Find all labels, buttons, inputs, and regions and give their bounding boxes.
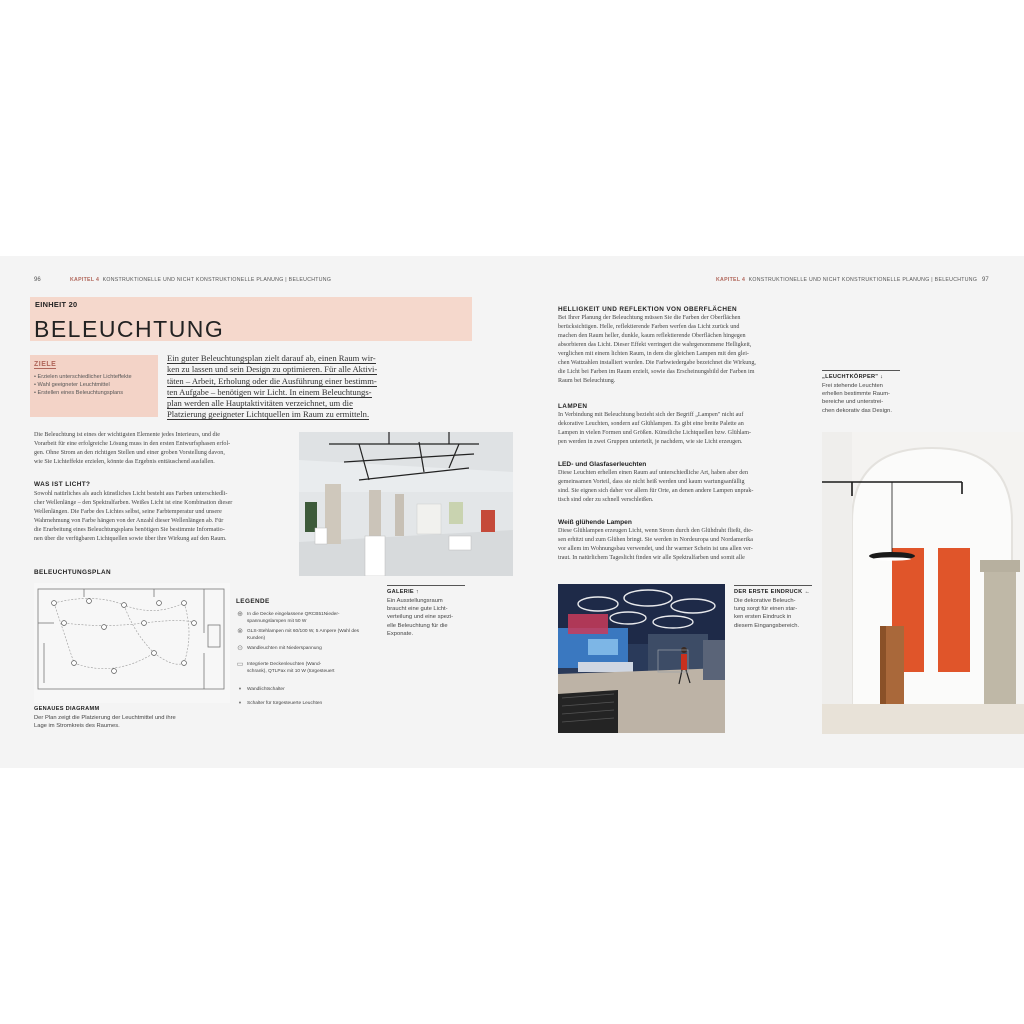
lede-line: Platzierung geeigneter Lichtquellen im Raum zu ermitteln. <box>167 409 370 420</box>
body-line: machen den Raum heller, dunkle, kaum reflektierende Oberflächen hingegen <box>558 333 746 339</box>
body-line: nen über die verfügbaren Lichtquellen sowie über ihre Wirkung auf den Raum. <box>34 536 227 542</box>
gallery-caption-rule <box>387 585 465 586</box>
lede-line: ken zu lassen und sein Design zu optimieren. Für alle Aktivi- <box>167 364 378 375</box>
caption-line: ken ersten Eindruck in <box>734 614 792 621</box>
fixture-caption-text <box>822 382 912 415</box>
door-switch-icon: • <box>238 700 242 707</box>
page-number-right: 97 <box>982 277 989 283</box>
body-line: Lampen in vielen Formen und Größen. Künstliche Lichtquellen bzw. Glühlam- <box>558 430 752 436</box>
integrated-light-icon: ▭ <box>236 661 244 668</box>
legend-text: Wandleuchten mit Niederspannung <box>247 646 322 651</box>
gallery-caption-text <box>387 597 467 638</box>
page-title: BELEUCHTUNG <box>34 316 225 342</box>
wall-lamp-icon: ⊙ <box>237 645 243 652</box>
body-line: Bei Ihrer Planung der Beleuchtung müssen Sie die Farben der Oberflächen <box>558 315 741 321</box>
section-heading: HELLIGKEIT UND REFLEKTION VON OBERFLÄCHEN <box>558 306 738 313</box>
intro-line: gen. Ohne Strom an den richtigen Stellen und einer groben Vorstellung davon, <box>34 450 225 456</box>
caption-line: Die dekorative Beleuch- <box>734 598 796 604</box>
gallery-caption-title: GALERIE ↑ <box>387 589 419 595</box>
goals-item: • Wahl geeigneter Leuchtmittel <box>34 382 110 388</box>
body-line: dekorative Leuchten, sondern auf Glühlampen. Es gibt eine breite Palette an <box>558 421 744 427</box>
running-head-title: KONSTRUKTIONELLE UND NICHT KONSTRUKTIONELLE PLANUNG | BELEUCHTUNG <box>748 277 978 283</box>
body-line: absorbieren das Licht. Dieser Effekt verringert die wahrgenommene Helligkeit, <box>558 342 752 348</box>
recessed-lamp-icon: ⊕ <box>237 611 243 618</box>
gallery-photo <box>299 432 513 576</box>
caption-line: diesem Eingangsbereich. <box>734 622 800 629</box>
impression-caption-title: DER ERSTE EINDRUCK ← <box>734 589 811 595</box>
running-head-chapter: KAPITEL 4 <box>70 277 100 283</box>
body-line: vor allem im Wohnungsbau verwendet, und ihr warmer Schein ist uns allen ver- <box>558 546 753 552</box>
lobby-photo <box>558 584 725 733</box>
section-paragraph <box>558 411 818 447</box>
body-line: die Licht bei Farben im Raum erzielt, sowie das Erscheinungsbild der Farben im <box>558 369 755 375</box>
body-line: die Erarbeitung eines Beleuchtungsplans benötigen Sie bestimmte Informatio- <box>34 527 225 533</box>
legend-item <box>236 646 381 654</box>
caption-line: elle Beleuchtung für die <box>387 622 448 629</box>
fixture-caption-rule <box>822 370 900 371</box>
gallery-photo-illustration <box>299 432 513 576</box>
intro-paragraph <box>34 431 296 467</box>
body-line: verglichen mit einem lichten Raum, in dem die gleichen Lampen mit den glei- <box>558 351 749 357</box>
legend-item <box>236 662 381 675</box>
body-line: Sowohl natürliches als auch künstliches Licht besteht aus Farben unterschiedli- <box>34 491 228 497</box>
body-line: chen Wattzahlen installiert wurden. Die Farbwiedergabe bezeichnet die Wirkung, <box>558 360 756 366</box>
unit-label: EINHEIT 20 <box>35 300 78 309</box>
body-line: Wellenlängen. Die Farbe des Lichtes selbst, seine Farbtemperatur und unsere <box>34 509 222 515</box>
diagram-caption-text <box>34 714 234 730</box>
section-paragraph <box>558 314 818 386</box>
legend-item <box>236 687 381 695</box>
fixture-caption-title: „LEUCHTKÖRPER" ↓ <box>822 374 884 380</box>
caption-line: tung sorgt für einen star- <box>734 606 798 613</box>
caption-line: Lage im Stromkreis des Raumes. <box>34 723 120 730</box>
legend-text: Kunden) <box>247 635 266 641</box>
entrance-arch-photo <box>822 432 1024 734</box>
body-line: In Verbindung mit Beleuchtung bezieht sich der Begriff „Lampen" nicht auf <box>558 412 744 418</box>
caption-line: verteilung und eine spezi- <box>387 614 454 621</box>
lighting-plan-diagram <box>34 583 230 703</box>
legend-heading: LEGENDE <box>236 598 270 605</box>
section-paragraph <box>558 469 818 505</box>
legend-text: spannungslampen mit 50 W <box>247 618 307 624</box>
body-line: tisch sind oder zu schnell verschleißen. <box>558 497 654 503</box>
goals-heading: ZIELE <box>34 361 57 368</box>
page-number-left: 96 <box>34 277 41 283</box>
body-line: gemeinsamen Vorteil, dass sie nicht heiß werden und kaum wartungsanfällig <box>558 479 745 485</box>
caption-line: Der Plan zeigt die Platzierung der Leuchtmittel und ihre <box>34 715 176 721</box>
legend-text: In die Decke eingelassene QRCB51Nieder- <box>247 612 340 617</box>
legend-text: Wandlichtschalter <box>247 687 285 692</box>
section-heading: LAMPEN <box>558 403 588 410</box>
section-paragraph <box>558 527 818 563</box>
running-head-title: KONSTRUKTIONELLE UND NICHT KONSTRUKTIONELLE PLANUNG | BELEUCHTUNG <box>102 277 332 283</box>
body-line: Diese Leuchten erhellen einen Raum auf unterschiedliche Art, haben aber den <box>558 470 749 476</box>
running-head-left <box>70 277 331 283</box>
ceiling-lamp-icon: ⊗ <box>237 628 243 635</box>
intro-line: Die Beleuchtung ist eines der wichtigsten Elemente jedes Interieurs, und die <box>34 432 220 438</box>
body-line: Diese Glühlampen erzeugen Licht, wenn Strom durch den Glühdraht fließt, die- <box>558 528 753 534</box>
caption-line: Frei stehende Leuchten <box>822 383 883 389</box>
legend-list <box>236 612 381 709</box>
goals-list <box>34 373 132 397</box>
caption-line: erhellen bestimmte Raum- <box>822 391 890 398</box>
lede-line: Ein guter Beleuchtungsplan zielt darauf ab, einen Raum wir- <box>167 353 376 363</box>
body-line: sen erhitzt und zum Glühen bringt. Sie werden in Nordeuropa und Nordamerika <box>558 537 753 543</box>
lede-paragraph <box>167 353 442 421</box>
lobby-photo-illustration <box>558 584 725 733</box>
legend-text: Schalter für türgesteuerte Leuchten <box>247 701 323 706</box>
goals-item: • Erzielen unterschiedlicher Lichteffekte <box>34 374 132 380</box>
goals-box <box>30 355 158 417</box>
legend-item <box>236 701 381 709</box>
running-head-chapter: KAPITEL 4 <box>716 277 746 283</box>
arch-photo-illustration <box>822 432 1024 734</box>
section-heading: Weiß glühende Lampen <box>558 519 632 526</box>
legend-text: Integrierte Deckenleuchten (Wand- <box>247 662 322 667</box>
goals-item: • Erstellen eines Beleuchtungsplans <box>34 390 124 396</box>
section-heading: LED- und Glasfaserleuchten <box>558 461 647 468</box>
legend-text: GLS-Stehlampen mit 60/100 W, 5 Ampere (Wahl des <box>247 629 360 634</box>
caption-line: Ein Ausstellungsraum <box>387 598 443 604</box>
body-line: traut. In natürlichem Tageslicht finden wir alle Spektralfarben und somit alle <box>558 555 745 561</box>
what-is-light-paragraph <box>34 490 296 544</box>
book-spread <box>0 256 1024 768</box>
intro-line: Vorarbeit für eine erfolgreiche Lösung muss in den ersten Entwurfsphasen erfol- <box>34 441 231 447</box>
body-line: sind. Sie eignen sich daher vor allem für Orte, an denen andere Lampen unprak- <box>558 488 754 494</box>
body-line: Wahrnehmung von Farbe hängen von der Anzahl dieser Wellenlängen ab. Für <box>34 518 224 524</box>
impression-caption-text <box>734 597 814 630</box>
intro-line: wie Sie Lichteffekte erzielen, könnte das Ergebnis enttäuschend ausfallen. <box>34 459 215 465</box>
caption-line: Exponate. <box>387 630 414 637</box>
caption-line: braucht eine gute Licht- <box>387 606 448 613</box>
impression-caption-rule <box>734 585 812 586</box>
running-head-right <box>716 277 977 283</box>
legend-text: schrank), QTLPax mit 10 W (türgesteuert <box>247 668 335 674</box>
body-line: berücksichtigen. Helle, reflektierende Farben werfen das Licht zurück und <box>558 324 740 330</box>
body-line: Raum bei Beleuchtung. <box>558 378 616 384</box>
what-is-light-heading: WAS IST LICHT? <box>34 481 91 488</box>
caption-line: bereiche und unterstrei- <box>822 399 884 406</box>
diagram-caption-title: GENAUES DIAGRAMM <box>34 706 100 712</box>
legend-item <box>236 629 381 642</box>
lede-line: ten Aufgabe – benötigen wir Licht. In einem Beleuchtungs- <box>167 386 372 397</box>
floor-plan-drawing <box>34 583 230 703</box>
lede-line: täten – Arbeit, Erholung oder die Ausführung einer bestimm- <box>167 375 377 386</box>
lede-line: plan werden alle Hauptaktivitäten verzeichnet, um die <box>167 398 353 409</box>
legend-item <box>236 612 381 625</box>
body-line: cher Wellenlänge – den Spektralfarben. Weißes Licht ist eine Kombination dieser <box>34 500 233 506</box>
lighting-plan-heading: BELEUCHTUNGSPLAN <box>34 569 112 576</box>
caption-line: chen dekorativ das Design. <box>822 407 892 414</box>
wall-switch-icon: • <box>238 686 242 693</box>
body-line: pen werden in zwei Gruppen unterteilt, je nachdem, wie sie Licht erzeugen. <box>558 439 743 445</box>
